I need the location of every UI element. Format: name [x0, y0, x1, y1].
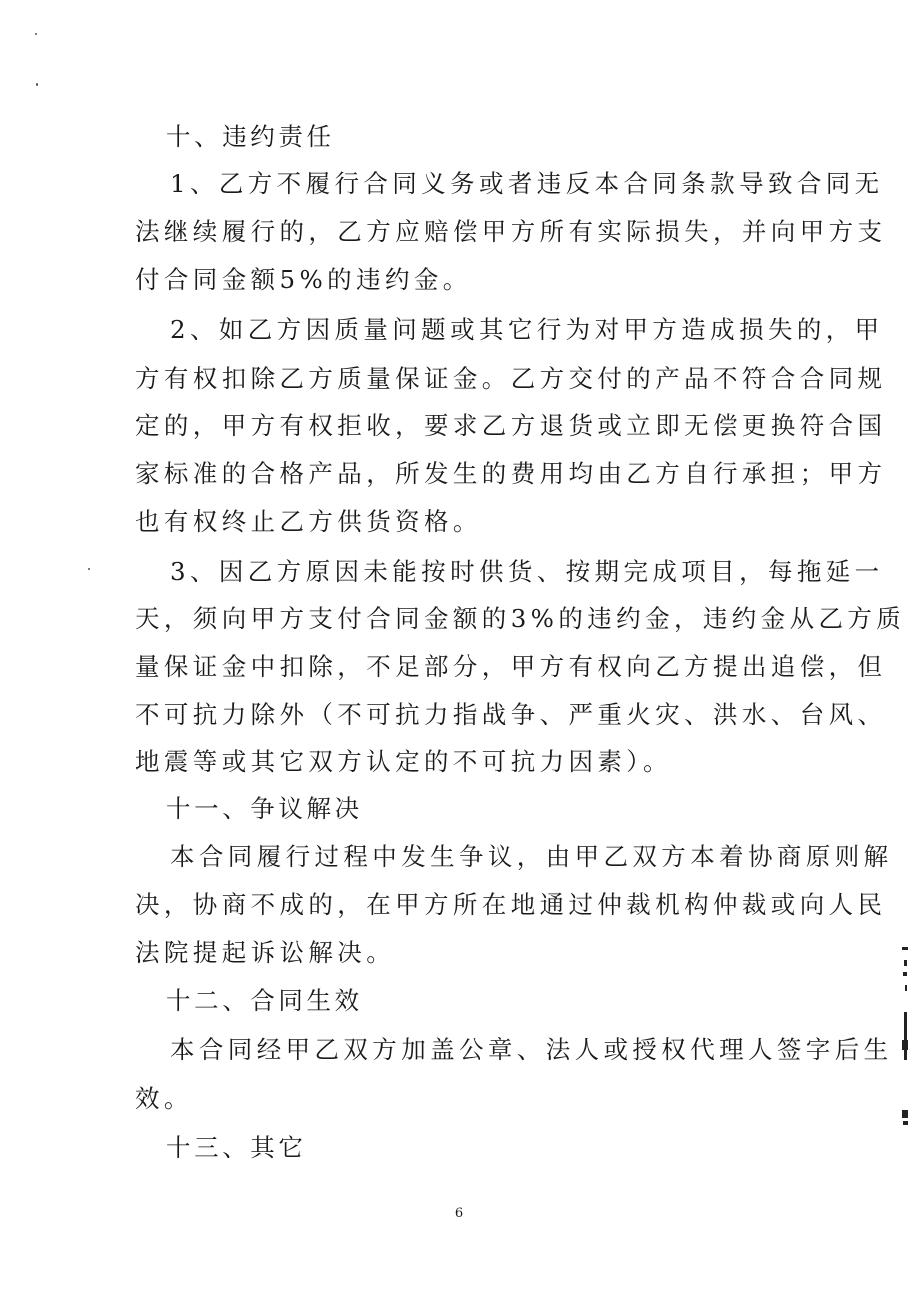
section-12-line-2: 效。 — [135, 1084, 193, 1113]
binding-mark — [902, 1040, 908, 1050]
clause-3-line-1: 3、因乙方原因未能按时供货、按期完成项目，每拖延一 — [170, 557, 884, 586]
clause-1-line-3: 付合同金额5%的违约金。 — [135, 265, 472, 294]
section-11-line-2: 决，协商不成的，在甲方所在地通过仲裁机构仲裁或向人民 — [135, 890, 887, 919]
binding-mark — [905, 985, 907, 991]
page-number: 6 — [454, 1206, 464, 1221]
section-11-heading: 十一、争议解决 — [166, 794, 363, 823]
section-10-heading: 十、违约责任 — [166, 122, 335, 151]
binding-mark — [904, 960, 907, 966]
binding-mark — [902, 947, 908, 950]
clause-2-line-1: 2、如乙方因质量问题或其它行为对甲方造成损失的，甲 — [170, 315, 884, 344]
clause-2-line-4: 家标准的合格产品，所发生的费用均由乙方自行承担；甲方 — [135, 459, 887, 488]
binding-mark — [902, 1110, 908, 1118]
clause-2-line-3: 定的，甲方有权拒收，要求乙方退货或立即无偿更换符合国 — [135, 411, 887, 440]
clause-2-line-5: 也有权终止乙方供货资格。 — [135, 507, 482, 536]
binding-mark — [903, 972, 907, 976]
section-12-line-1: 本合同经甲乙双方加盖公章、法人或授权代理人签字后生 — [170, 1035, 893, 1064]
clause-3-line-3: 量保证金中扣除，不足部分，甲方有权向乙方提出追偿，但 — [135, 652, 887, 681]
section-13-heading: 十三、其它 — [166, 1133, 307, 1162]
clause-1-line-2: 法继续履行的，乙方应赔偿甲方所有实际损失，并向甲方支 — [135, 217, 887, 246]
scan-speck — [35, 33, 37, 35]
section-12-heading: 十二、合同生效 — [166, 986, 363, 1015]
clause-3-line-5: 地震等或其它双方认定的不可抗力因素）。 — [135, 747, 672, 776]
binding-mark — [903, 1121, 908, 1125]
scan-speck — [88, 568, 90, 570]
clause-1-line-1: 1、乙方不履行合同义务或者违反本合同条款导致合同无 — [170, 169, 884, 198]
section-11-line-1: 本合同履行过程中发生争议，由甲乙双方本着协商原则解 — [170, 842, 893, 871]
section-11-line-3: 法院提起诉讼解决。 — [135, 938, 396, 967]
binding-mark — [904, 1012, 907, 1060]
clause-3-line-4: 不可抗力除外（不可抗力指战争、严重火灾、洪水、台风、 — [135, 700, 887, 729]
scan-speck — [36, 83, 38, 86]
clause-2-line-2: 方有权扣除乙方质量保证金。乙方交付的产品不符合合同规 — [135, 364, 887, 393]
clause-3-line-2: 天，须向甲方支付合同金额的3%的违约金，违约金从乙方质 — [135, 604, 906, 633]
